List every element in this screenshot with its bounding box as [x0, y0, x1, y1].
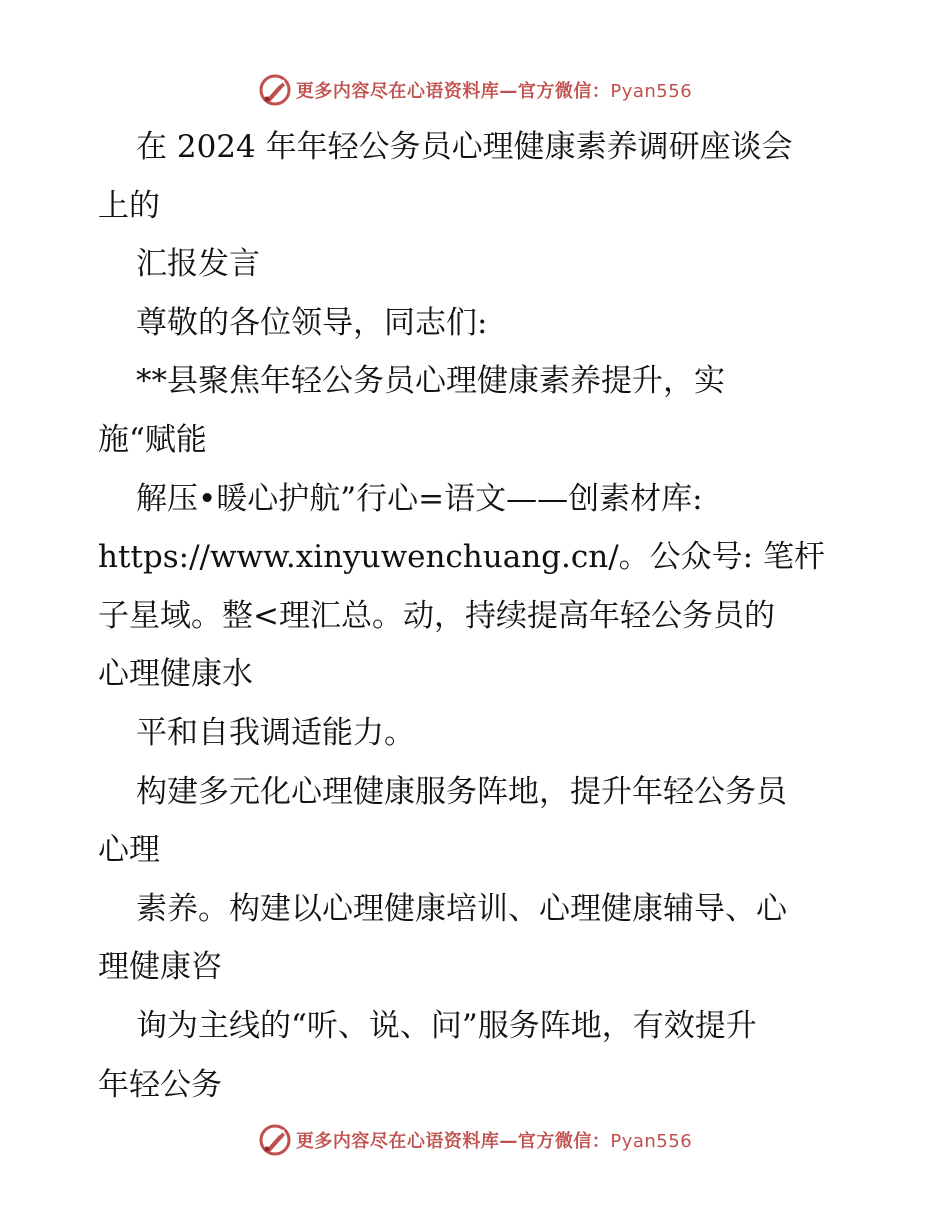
text-line: https://www.xinyuwenchuang.cn/。公众号: 笔杆: [98, 539, 825, 576]
text-line: 在 2024 年年轻公务员心理健康素养调研座谈会: [136, 129, 793, 165]
text-line: 理健康咨: [98, 949, 222, 986]
footer-banner-label: 更多内容尽在心语资料库—官方微信：: [295, 1131, 611, 1152]
text-line: 子星域。整<理汇总。动，持续提高年轻公务员的: [98, 597, 775, 634]
text-line: 构建多元化心理健康服务阵地，提升年轻公务员: [136, 773, 787, 810]
quill-pen-logo-icon: [258, 1123, 292, 1157]
text-line: 心理: [98, 832, 160, 869]
header-banner-text: [296, 77, 692, 103]
footer-wechat-id: Pyan556: [610, 1131, 693, 1152]
text-line: 平和自我调适能力。: [136, 714, 415, 751]
text-line: 汇报发言: [136, 246, 260, 283]
header-banner: [0, 70, 950, 110]
text-line: 年轻公务: [98, 1066, 222, 1103]
text-line: 解压•暖心护航”行心=语文——创素材库:: [136, 480, 703, 517]
footer-banner-text: [296, 1127, 692, 1153]
text-line: 施“赋能: [98, 421, 207, 458]
header-banner-label: 更多内容尽在心语资料库—官方微信：: [295, 81, 611, 102]
text-line: 询为主线的“听、说、问”服务阵地，有效提升: [136, 1007, 757, 1044]
text-line: 素养。构建以心理健康培训、心理健康辅导、心: [136, 890, 787, 927]
text-line: 上的: [98, 187, 160, 224]
document-body: [98, 118, 858, 1114]
text-line: 尊敬的各位领导，同志们:: [136, 304, 488, 341]
footer-banner: [0, 1120, 950, 1160]
quill-pen-logo-icon: [258, 73, 292, 107]
text-line: **县聚焦年轻公务员心理健康素养提升，实: [136, 363, 725, 400]
header-wechat-id: Pyan556: [610, 81, 693, 102]
text-line: 心理健康水: [98, 656, 253, 693]
